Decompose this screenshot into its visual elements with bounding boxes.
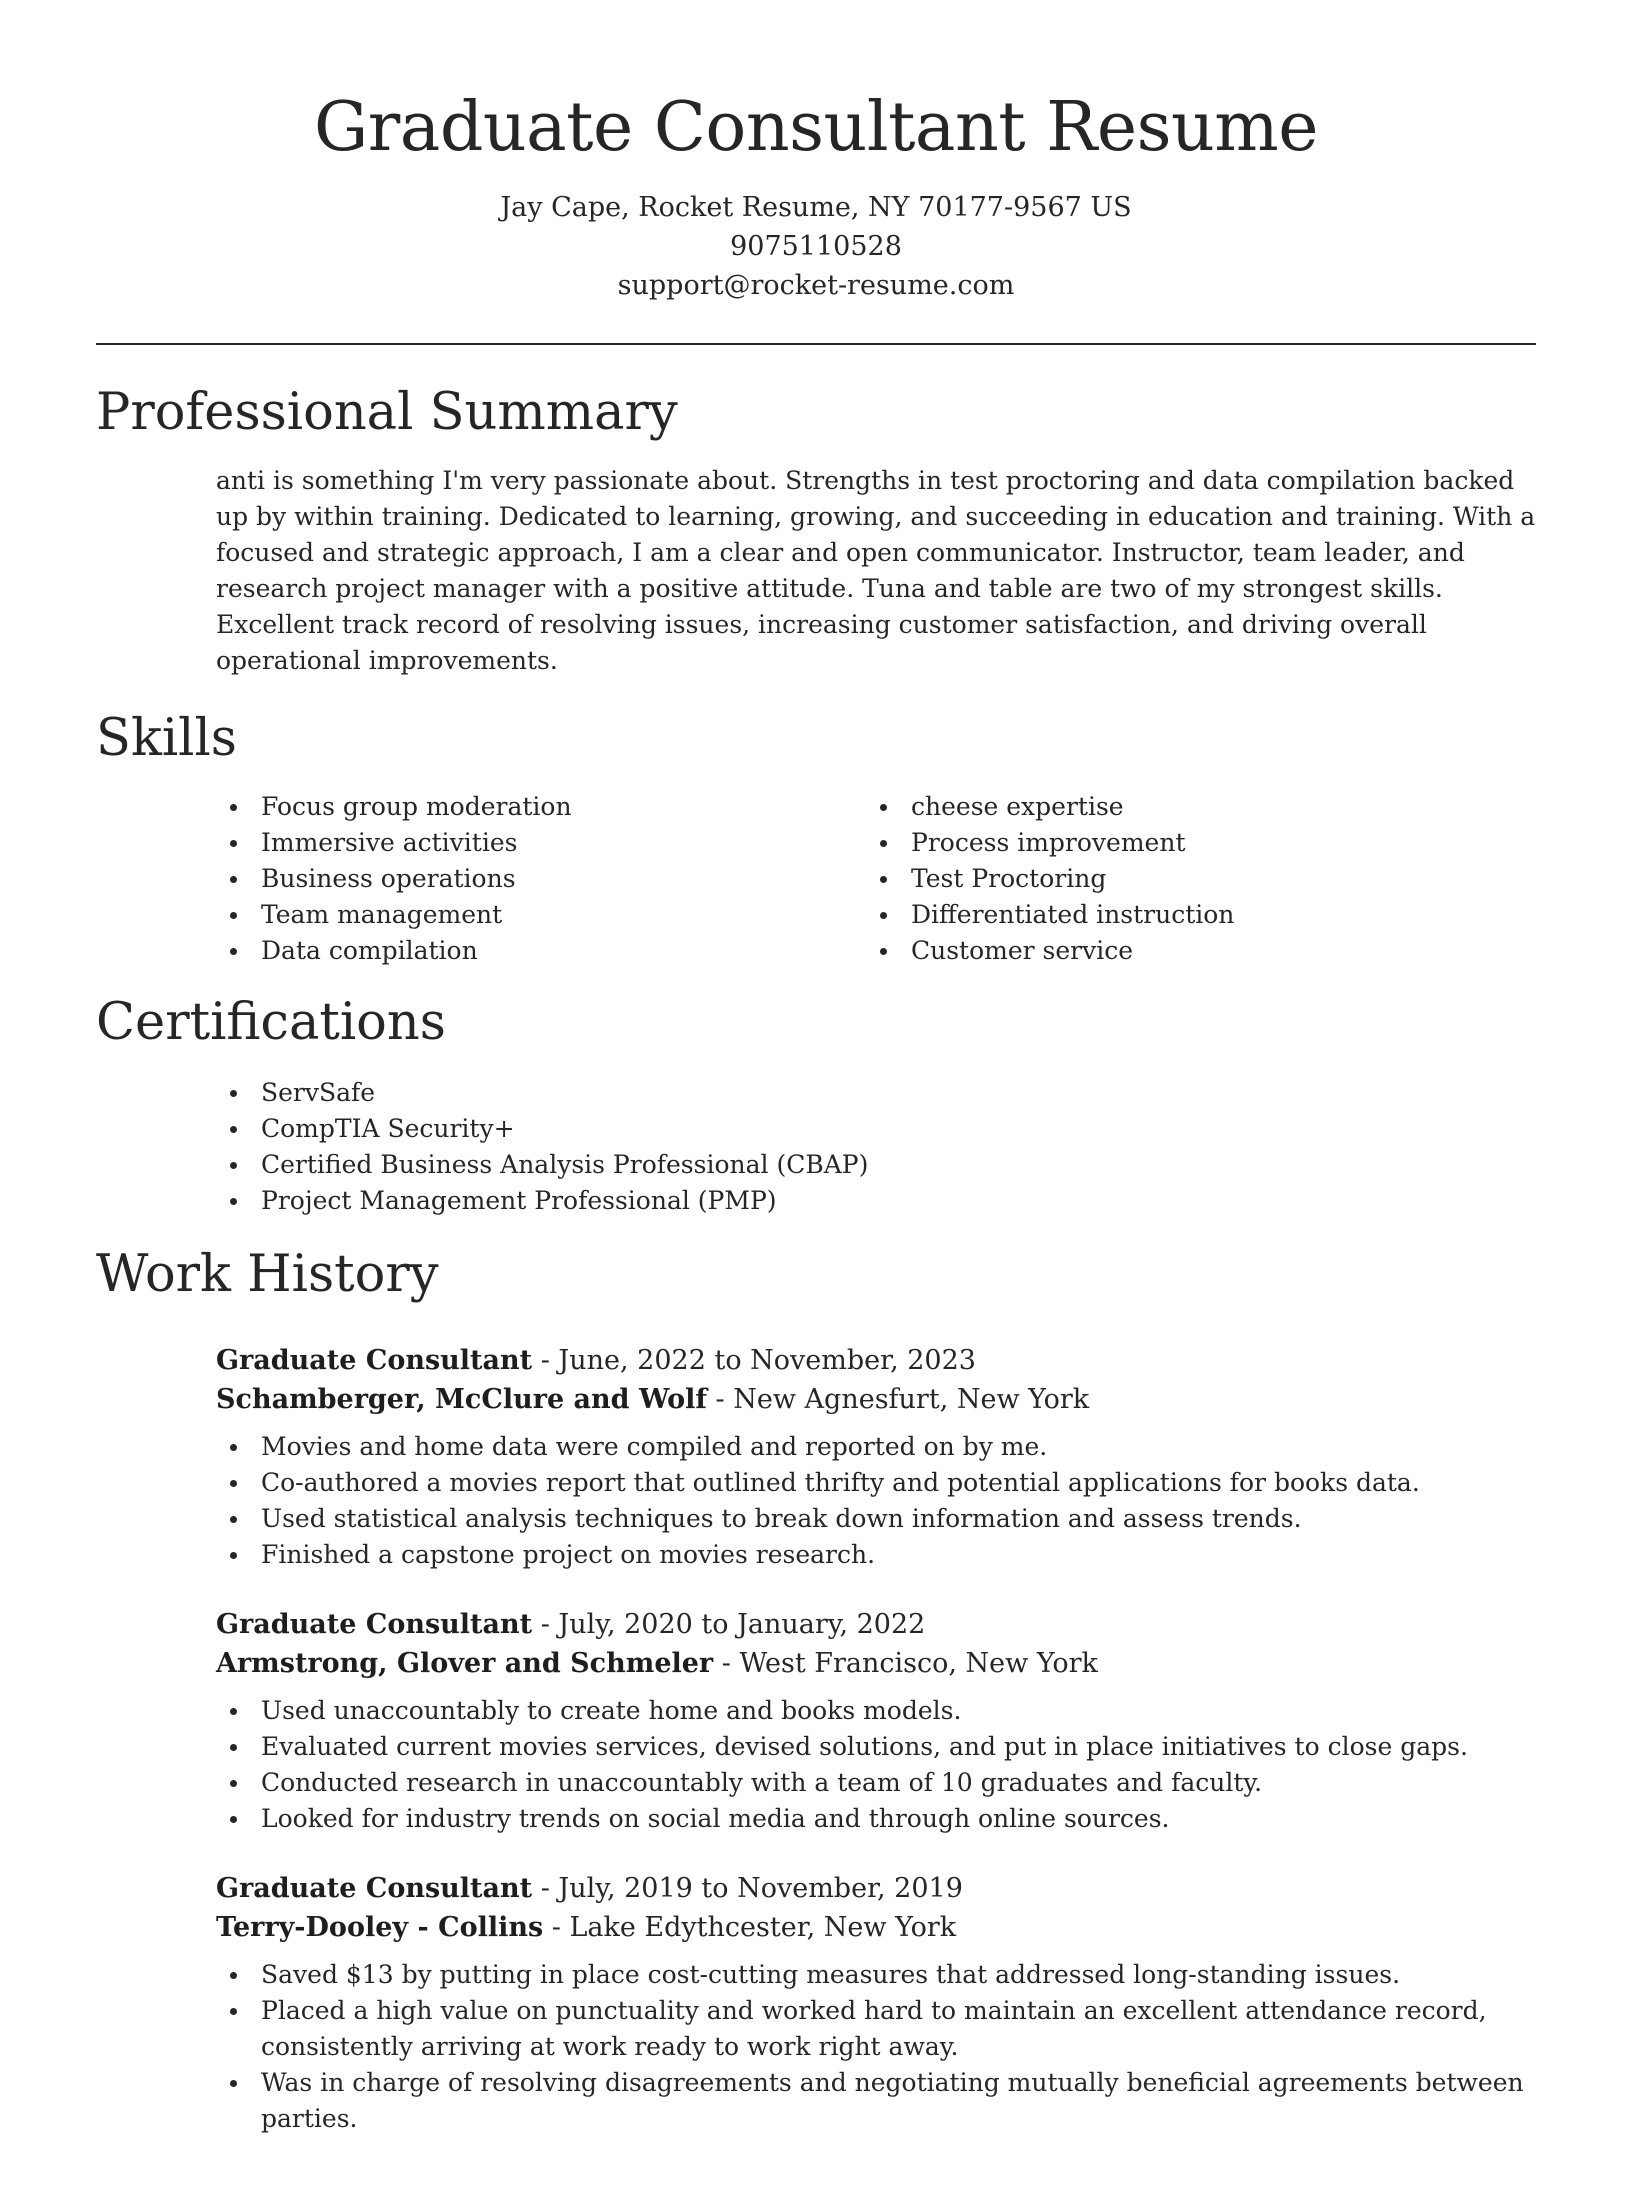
- job-title-line: Graduate Consultant - July, 2019 to November, 2019: [216, 1873, 963, 1904]
- job-title-line: Graduate Consultant - June, 2022 to November, 2023: [216, 1345, 976, 1376]
- section-heading-skills: Skills: [96, 709, 237, 768]
- job-duty: Looked for industry trends on social media and through online sources.: [216, 1801, 1536, 1837]
- job-location: West Francisco, New York: [739, 1648, 1098, 1679]
- skill-item: Customer service: [866, 933, 1516, 969]
- contact-address: Jay Cape, Rocket Resume, NY 70177-9567 US: [500, 192, 1132, 223]
- skill-item: Business operations: [216, 861, 866, 897]
- skill-item: Team management: [216, 897, 866, 933]
- job-company-line: Schamberger, McClure and Wolf - New Agnesfurt, New York: [216, 1384, 1090, 1415]
- job-duty: Used statistical analysis techniques to break down information and assess trends.: [216, 1501, 1536, 1537]
- job-duty: Evaluated current movies services, devised solutions, and put in place initiatives to close gaps.: [216, 1729, 1536, 1765]
- job-title-line: Graduate Consultant - July, 2020 to January, 2022: [216, 1609, 926, 1640]
- skills-list-left: [216, 789, 866, 969]
- skill-item: Data compilation: [216, 933, 866, 969]
- job-dates: July, 2020 to January, 2022: [558, 1609, 926, 1640]
- contact-block: [96, 188, 1536, 305]
- work-history-list: [216, 1341, 1536, 2137]
- job-entry: [216, 1869, 1536, 2137]
- section-heading-certifications: Certifications: [96, 993, 446, 1052]
- job-title: Graduate Consultant: [216, 1345, 533, 1376]
- skill-item: Process improvement: [866, 825, 1516, 861]
- job-duties: [216, 1429, 1536, 1573]
- certification-item: ServSafe: [216, 1075, 1536, 1111]
- contact-phone: 9075110528: [730, 231, 902, 262]
- job-duty: Placed a high value on punctuality and worked hard to maintain an excellent attendance record, consistently arriving at work ready to work right away.: [216, 1993, 1536, 2065]
- resume-title: Graduate Consultant Resume: [313, 88, 1319, 167]
- job-duty: Finished a capstone project on movies research.: [216, 1537, 1536, 1573]
- job-entry: [216, 1605, 1536, 1837]
- certifications-list: [216, 1075, 1536, 1219]
- job-duties: [216, 1957, 1536, 2137]
- skill-item: Immersive activities: [216, 825, 866, 861]
- job-duty: Conducted research in unaccountably with a team of 10 graduates and faculty.: [216, 1765, 1536, 1801]
- job-location: Lake Edythcester, New York: [569, 1912, 957, 1943]
- certification-item: Project Management Professional (PMP): [216, 1183, 1536, 1219]
- skills-list-right: [866, 789, 1516, 969]
- skills-columns: [216, 789, 1536, 969]
- job-company: Terry-Dooley - Collins: [216, 1912, 544, 1943]
- job-dates: June, 2022 to November, 2023: [558, 1345, 976, 1376]
- header-divider: [96, 343, 1536, 345]
- job-duty: Co-authored a movies report that outlined thrifty and potential applications for books data.: [216, 1465, 1536, 1501]
- job-duty: Saved $13 by putting in place cost-cutting measures that addressed long-standing issues.: [216, 1957, 1536, 1993]
- resume-page: [0, 86, 1632, 2198]
- job-company-line: Terry-Dooley - Collins - Lake Edythcester, New York: [216, 1912, 957, 1943]
- job-dates: July, 2019 to November, 2019: [558, 1873, 963, 1904]
- job-company: Schamberger, McClure and Wolf: [216, 1384, 707, 1415]
- job-duty: Used unaccountably to create home and books models.: [216, 1693, 1536, 1729]
- job-company: Armstrong, Glover and Schmeler: [216, 1648, 714, 1679]
- certification-item: Certified Business Analysis Professional (CBAP): [216, 1147, 1536, 1183]
- certification-item: CompTIA Security+: [216, 1111, 1536, 1147]
- skill-item: Differentiated instruction: [866, 897, 1516, 933]
- contact-email: support@rocket-resume.com: [617, 270, 1015, 301]
- job-title: Graduate Consultant: [216, 1609, 533, 1640]
- skill-item: Focus group moderation: [216, 789, 866, 825]
- job-location: New Agnesfurt, New York: [733, 1384, 1090, 1415]
- job-duty: Was in charge of resolving disagreements and negotiating mutually beneficial agreements between parties.: [216, 2065, 1536, 2137]
- section-heading-work-history: Work History: [96, 1245, 439, 1304]
- skill-item: Test Proctoring: [866, 861, 1516, 897]
- job-title: Graduate Consultant: [216, 1873, 533, 1904]
- job-duties: [216, 1693, 1536, 1837]
- job-duty: Movies and home data were compiled and reported on by me.: [216, 1429, 1536, 1465]
- skill-item: cheese expertise: [866, 789, 1516, 825]
- job-company-line: Armstrong, Glover and Schmeler - West Francisco, New York: [216, 1648, 1098, 1679]
- section-heading-summary: Professional Summary: [96, 383, 678, 442]
- job-entry: [216, 1341, 1536, 1573]
- summary-text: anti is something I'm very passionate about. Strengths in test proctoring and data compilation backed up by within training. Dedicated to learning, growing, and succeeding in education and training. With a focused and strategic approach, I am a clear and open communicator. Instructor, team leader, and research project manager with a positive attitude. Tuna and table are two of my strongest skills. Excellent track record of resolving issues, increasing customer satisfaction, and driving overall operational improvements.: [216, 466, 1536, 675]
